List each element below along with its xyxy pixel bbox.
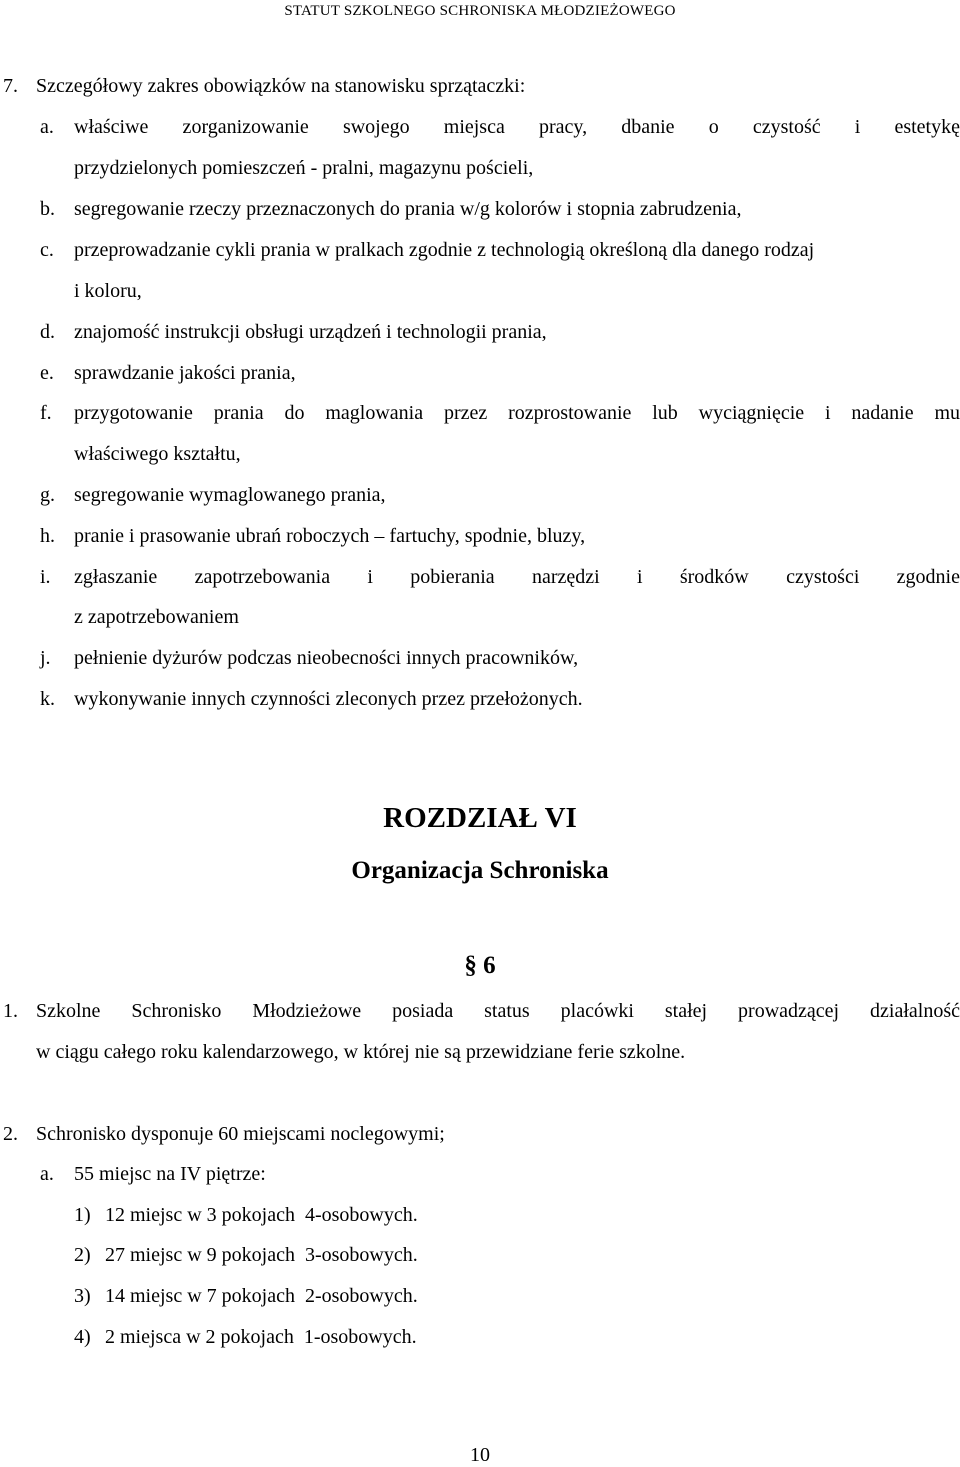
point-1-line-2: w ciągu całego roku kalendarzowego, w której nie są przewidziane ferie szkolne.	[36, 1041, 686, 1063]
item-a-line-1: właściwe zorganizowanie swojego miejsca pracy, dbanie o czystość i estetykę	[74, 116, 960, 138]
item-j-letter: j.	[40, 647, 51, 669]
point-1-number: 1.	[3, 1000, 18, 1022]
point-2-text: Schronisko dysponuje 60 miejscami noclegowymi;	[36, 1123, 445, 1145]
item-e-line-1: sprawdzanie jakości prania,	[74, 362, 296, 384]
item-d-letter: d.	[40, 321, 55, 343]
item-d-line-1: znajomość instrukcji obsługi urządzeń i technologii prania,	[74, 321, 547, 343]
page-number: 10	[470, 1444, 490, 1466]
item-a-line-2: przydzielonych pomieszczeń - pralni, magazynu pościeli,	[74, 157, 534, 179]
item-i-line-2: z zapotrzebowaniem	[74, 606, 239, 628]
chapter-subtitle: Organizacja Schroniska	[351, 857, 609, 884]
room-2-text: 27 miejsc w 9 pokojach 3-osobowych.	[105, 1244, 418, 1266]
point-2-sub-letter: a.	[40, 1163, 54, 1185]
paragraph-symbol: § 6	[464, 952, 496, 979]
item-k-letter: k.	[40, 688, 55, 710]
item-c-line-1: przeprowadzanie cykli prania w pralkach zgodnie z technologią określoną dla danego rodzaj	[74, 239, 815, 261]
item-k-line-1: wykonywanie innych czynności zleconych przez przełożonych.	[74, 688, 583, 710]
point-2-sub-text: 55 miejsc na IV piętrze:	[74, 1163, 266, 1185]
item-f-line-1: przygotowanie prania do maglowania przez rozprostowanie lub wyciągnięcie i nadanie mu	[74, 402, 960, 424]
room-4-number: 4)	[74, 1326, 91, 1348]
section-7-number: 7.	[3, 75, 18, 97]
item-i-letter: i.	[40, 566, 51, 588]
item-g-letter: g.	[40, 484, 55, 506]
room-3-text: 14 miejsc w 7 pokojach 2-osobowych.	[105, 1285, 418, 1307]
room-1-text: 12 miejsc w 3 pokojach 4-osobowych.	[105, 1204, 418, 1226]
item-j-line-1: pełnienie dyżurów podczas nieobecności innych pracowników,	[74, 647, 579, 669]
room-3-number: 3)	[74, 1285, 91, 1307]
item-c-line-2: i koloru,	[74, 280, 142, 302]
item-c-letter: c.	[40, 239, 54, 261]
item-f-letter: f.	[40, 402, 52, 424]
running-header: STATUT SZKOLNEGO SCHRONISKA MŁODZIEŻOWEGO	[284, 3, 676, 19]
item-e-letter: e.	[40, 362, 54, 384]
item-g-line-1: segregowanie wymaglowanego prania,	[74, 484, 386, 506]
room-2-number: 2)	[74, 1244, 91, 1266]
point-1-line-1: Szkolne Schronisko Młodzieżowe posiada status placówki stałej prowadzącej działalność	[36, 1000, 960, 1022]
item-h-line-1: pranie i prasowanie ubrań roboczych – fartuchy, spodnie, bluzy,	[74, 525, 586, 547]
item-b-letter: b.	[40, 198, 55, 220]
section-7-title: Szczegółowy zakres obowiązków na stanowisku sprzątaczki:	[36, 75, 526, 97]
room-1-number: 1)	[74, 1204, 91, 1226]
item-i-line-1: zgłaszanie zapotrzebowania i pobierania narzędzi i środków czystości zgodnie	[74, 566, 960, 588]
item-h-letter: h.	[40, 525, 55, 547]
room-4-text: 2 miejsca w 2 pokojach 1-osobowych.	[105, 1326, 417, 1348]
item-f-line-2: właściwego kształtu,	[74, 443, 241, 465]
item-a-letter: a.	[40, 116, 54, 138]
chapter-title: ROZDZIAŁ VI	[383, 802, 577, 834]
item-b-line-1: segregowanie rzeczy przeznaczonych do prania w/g kolorów i stopnia zabrudzenia,	[74, 198, 742, 220]
point-2-number: 2.	[3, 1123, 18, 1145]
